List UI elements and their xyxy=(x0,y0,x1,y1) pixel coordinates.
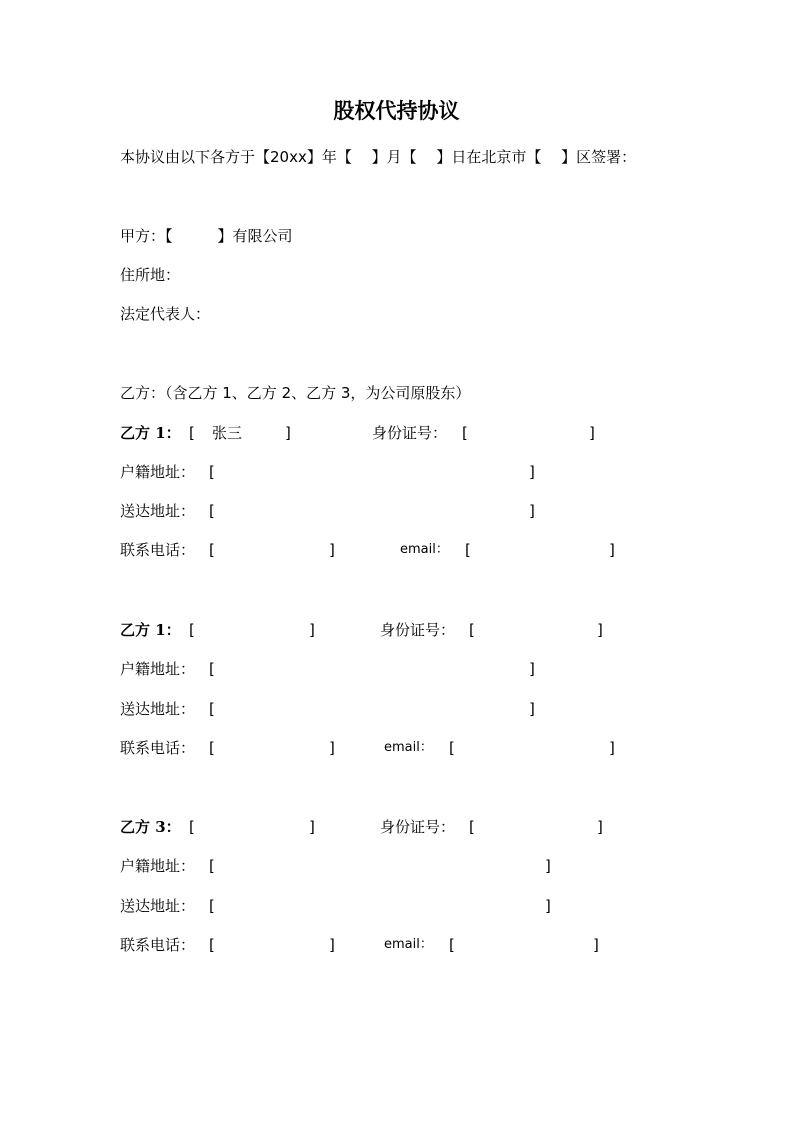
hukou-open-bracket: [ xyxy=(209,857,215,875)
id-close-bracket: ] xyxy=(597,621,603,639)
delivery-close-bracket: ] xyxy=(529,700,535,718)
party-b1-delivery-label: 送达地址： xyxy=(120,502,196,520)
party-b-header: 乙方：（含乙方 1、乙方 2、乙方 3，为公司原股东） xyxy=(120,384,471,402)
document-title: 股权代持协议 xyxy=(333,98,460,123)
party-b1-id-label: 身份证号： xyxy=(372,424,448,442)
email-open-bracket: [ xyxy=(449,936,455,954)
name-close-bracket: ] xyxy=(309,818,315,836)
id-close-bracket: ] xyxy=(589,424,595,442)
phone-open-bracket: [ xyxy=(209,739,215,757)
phone-open-bracket: [ xyxy=(209,936,215,954)
phone-close-bracket: ] xyxy=(329,541,335,559)
party-b3-email-label: email： xyxy=(384,937,433,952)
party-b2-email-label: email： xyxy=(384,740,433,755)
hukou-close-bracket: ] xyxy=(545,857,551,875)
email-close-bracket: ] xyxy=(593,936,599,954)
email-open-bracket: [ xyxy=(465,541,471,559)
party-b1-label: 乙方 1： xyxy=(120,424,181,442)
name-close-bracket: ] xyxy=(309,621,315,639)
name-close-bracket: ] xyxy=(285,424,291,442)
hukou-open-bracket: [ xyxy=(209,463,215,481)
id-open-bracket: [ xyxy=(469,621,475,639)
party-b1-name-value: 张三 xyxy=(212,424,243,442)
name-open-bracket: [ xyxy=(189,424,195,442)
party-b3-phone-label: 联系电话： xyxy=(120,936,196,954)
party-b2-hukou-label: 户籍地址： xyxy=(120,660,196,678)
party-b2-delivery-label: 送达地址： xyxy=(120,700,196,718)
phone-open-bracket: [ xyxy=(209,541,215,559)
delivery-open-bracket: [ xyxy=(209,502,215,520)
intro-paragraph: 本协议由以下各方于【20xx】年【 】月【 】日在北京市【 】区签署： xyxy=(120,148,637,166)
delivery-close-bracket: ] xyxy=(529,502,535,520)
email-close-bracket: ] xyxy=(609,541,615,559)
delivery-close-bracket: ] xyxy=(545,897,551,915)
hukou-close-bracket: ] xyxy=(529,660,535,678)
name-open-bracket: [ xyxy=(189,621,195,639)
name-open-bracket: [ xyxy=(189,818,195,836)
delivery-open-bracket: [ xyxy=(209,897,215,915)
party-a-address-label: 住所地： xyxy=(120,266,181,284)
email-open-bracket: [ xyxy=(449,739,455,757)
party-b2-label: 乙方 1： xyxy=(120,621,181,639)
id-open-bracket: [ xyxy=(462,424,468,442)
party-b2-id-label: 身份证号： xyxy=(380,621,456,639)
party-b1-email-label: email： xyxy=(400,542,449,557)
phone-close-bracket: ] xyxy=(329,739,335,757)
party-b3-label: 乙方 3： xyxy=(120,818,181,836)
phone-close-bracket: ] xyxy=(329,936,335,954)
id-open-bracket: [ xyxy=(469,818,475,836)
email-close-bracket: ] xyxy=(609,739,615,757)
party-a-rep-label: 法定代表人： xyxy=(120,305,211,323)
party-b3-delivery-label: 送达地址： xyxy=(120,897,196,915)
hukou-close-bracket: ] xyxy=(529,463,535,481)
party-b1-phone-label: 联系电话： xyxy=(120,541,196,559)
party-b2-phone-label: 联系电话： xyxy=(120,739,196,757)
party-b3-hukou-label: 户籍地址： xyxy=(120,857,196,875)
party-b1-hukou-label: 户籍地址： xyxy=(120,463,196,481)
party-a-name-line: 甲方：【 】有限公司 xyxy=(120,227,293,245)
delivery-open-bracket: [ xyxy=(209,700,215,718)
hukou-open-bracket: [ xyxy=(209,660,215,678)
party-b3-id-label: 身份证号： xyxy=(380,818,456,836)
id-close-bracket: ] xyxy=(597,818,603,836)
